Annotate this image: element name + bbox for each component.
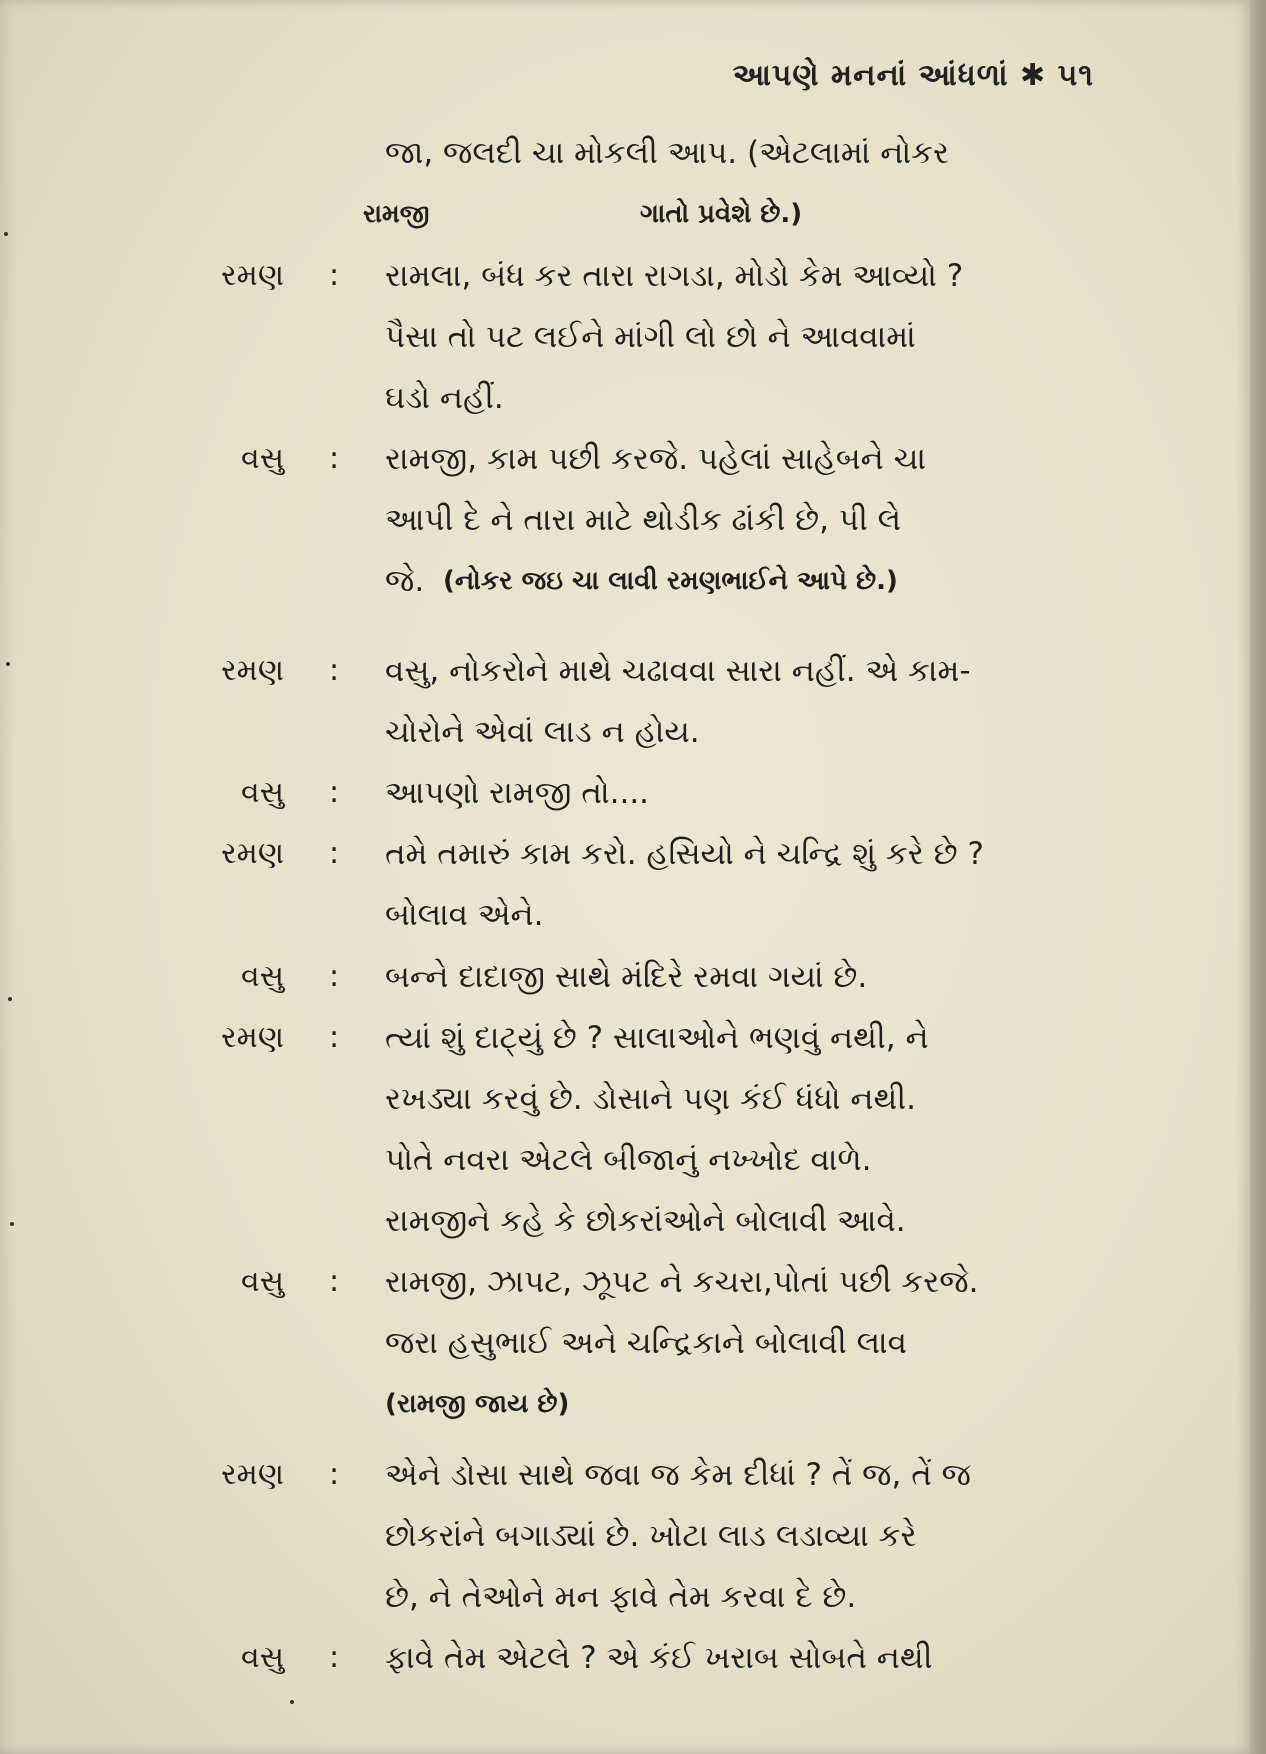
speaker-colon: : (329, 1020, 340, 1055)
speaker-colon: : (329, 1640, 340, 1675)
speaker-colon: : (329, 1457, 340, 1492)
text-line: આપણો રામજી તો.... (385, 775, 650, 811)
text-line: રામજી (363, 199, 430, 228)
text-line: ચોરોને એવાં લાડ ન હોય. (385, 714, 700, 750)
text-line: ઘડો નહીં. (385, 380, 504, 416)
speaker-vasu: વસુ (241, 959, 284, 994)
speaker-vasu: વસુ (241, 1264, 284, 1299)
speaker-colon: : (329, 959, 340, 994)
text-line: બન્ને દાદાજી સાથે મંદિરે રમવા ગયાં છે. (385, 959, 868, 995)
text-line: જરા હસુભાઈ અને ચન્દ્રિકાને બોલાવી લાવ (385, 1325, 907, 1361)
text-line: બોલાવ એને. (385, 897, 544, 933)
text-line: જે. (385, 563, 425, 599)
speaker-raman: રમણ (221, 1020, 284, 1055)
text-line: છોકરાંને બગાડ્યાં છે. ખોટા લાડ લડાવ્યા કરે (385, 1518, 917, 1554)
speaker-raman: રમણ (221, 836, 284, 871)
text-line: જા, જલદી ચા મોકલી આપ. (એટલામાં નોકર (385, 135, 949, 171)
stage-direction: (રામજી જાય છે) (385, 1389, 570, 1419)
speaker-colon: : (329, 775, 340, 810)
text-line: આપી દે ને તારા માટે થોડીક ઢાંકી છે, પી લે (385, 502, 902, 538)
speaker-raman: રમણ (221, 258, 284, 293)
speaker-colon: : (329, 441, 340, 476)
text-line: રામજી, ઝાપટ, ઝૂપટ ને કચરા,પોતાં પછી કરજે. (385, 1264, 979, 1300)
text-line: ફાવે તેમ એટલે ? એ કંઈ ખરાબ સોબતે નથી (385, 1640, 933, 1676)
paper-speck (8, 997, 12, 1001)
speaker-colon: : (329, 258, 340, 293)
running-header: આપણે મનનાં આંધળાં ✱ ૫૧ (732, 58, 1094, 93)
speaker-colon: : (329, 836, 340, 871)
paper-speck (290, 1700, 294, 1704)
speaker-vasu: વસુ (241, 775, 284, 810)
paper-speck (6, 662, 10, 666)
text-line: રામલા, બંધ કર તારા રાગડા, મોડો કેમ આવ્યો ? (385, 258, 964, 294)
speaker-raman: રમણ (221, 653, 284, 688)
text-line: રખડ્યા કરવું છે. ડોસાને પણ કંઈ ધંધો નથી. (385, 1081, 916, 1117)
text-line: રામજી, કામ પછી કરજે. પહેલાં સાહેબને ચા (385, 441, 926, 477)
stage-direction: (નોકર જઇ ચા લાવી રમણભાઈને આપે છે.) (443, 566, 898, 596)
stage-direction: ગાતો પ્રવેશે છે.) (640, 199, 803, 229)
text-line: વસુ, નોકરોને માથે ચઢાવવા સારા નહીં. એ કામ- (385, 653, 971, 689)
paper-speck (4, 232, 8, 236)
text-line: એને ડોસા સાથે જવા જ કેમ દીધાં ? તેં જ, તેં જ (385, 1457, 971, 1493)
text-line: તમે તમારું કામ કરો. હસિયો ને ચન્દ્રિ શું કરે છે ? (385, 836, 984, 872)
speaker-vasu: વસુ (241, 441, 284, 476)
text-line: ત્યાં શું દાટ્યું છે ? સાલાઓને ભણવું નથી, ને (385, 1020, 929, 1056)
text-line: પોતે નવરા એટલે બીજાનું નખ્ખોદ વાળે. (385, 1142, 872, 1178)
text-line: પૈસા તો પટ લઈને માંગી લો છો ને આવવામાં (385, 319, 916, 355)
speaker-raman: રમણ (221, 1457, 284, 1492)
background-edge (1248, 0, 1266, 1754)
paper-speck (10, 1222, 14, 1226)
speaker-vasu: વસુ (241, 1640, 284, 1675)
speaker-colon: : (329, 1264, 340, 1299)
text-line: છે, ને તેઓને મન ફાવે તેમ કરવા દે છે. (385, 1579, 857, 1615)
text-line: રામજીને કહે કે છોકરાંઓને બોલાવી આવે. (385, 1203, 906, 1239)
speaker-colon: : (329, 653, 340, 688)
